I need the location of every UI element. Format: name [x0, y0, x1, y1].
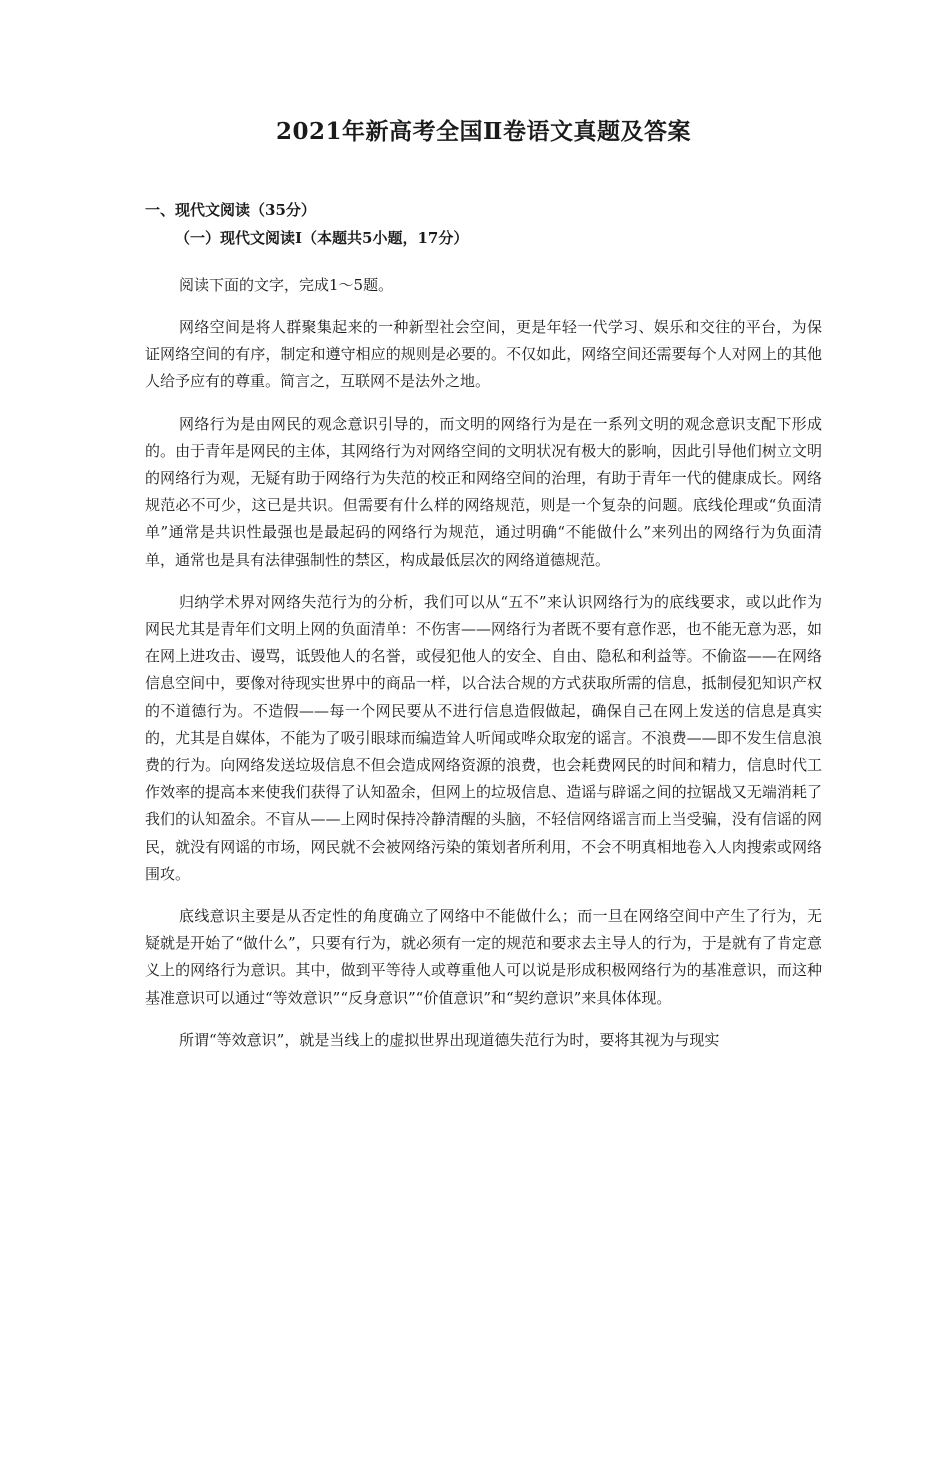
- paragraph-4: 底线意识主要是从否定性的角度确立了网络中不能做什么；而一旦在网络空间中产生了行为，无疑就是开始了“做什么”，只要有行为，就必须有一定的规范和要求去主导人的行为，于是就有了肯定意义上的网络行为意识。其中，做到平等待人或尊重他人可以说是形成积极网络行为的基准意识，而这种基准意识可以通过“等效意识”“反身意识”“价值意识”和“契约意识”来具体体现。: [145, 907, 822, 1007]
- reading-instruction: 阅读下面的文字，完成1～5题。: [179, 276, 394, 294]
- document-page: [0, 116, 950, 1460]
- document-title: 2021年新高考全国Ⅱ卷语文真题及答案: [276, 118, 691, 145]
- paragraph-1: 网络空间是将人群聚集起来的一种新型社会空间，更是年轻一代学习、娱乐和交往的平台，为保证网络空间的有序，制定和遵守相应的规则是必要的。不仅如此，网络空间还需要每个人对网上的其他人给予应有的尊重。简言之，互联网不是法外之地。: [145, 318, 822, 391]
- paragraph-2: 网络行为是由网民的观念意识引导的，而文明的网络行为是在一系列文明的观念意识支配下形成的。由于青年是网民的主体，其网络行为对网络空间的文明状况有极大的影响，因此引导他们树立文明的网络行为观，无疑有助于网络行为失范的校正和网络空间的治理，有助于青年一代的健康成长。网络规范必不可少，这已是共识。但需要有什么样的网络规范，则是一个复杂的问题。底线伦理或“负面清单”通常是共识性最强也是最起码的网络行为规范，通过明确“不能做什么”来列出的网络行为负面清单，通常也是具有法律强制性的禁区，构成最低层次的网络道德规范。: [145, 414, 822, 569]
- sub-section-heading: （一）现代文阅读Ⅰ（本题共5小题，17分）: [175, 229, 469, 247]
- section-heading: 一、现代文阅读（35分）: [145, 201, 316, 219]
- paragraph-3: 归纳学术界对网络失范行为的分析，我们可以从“五不”来认识网络行为的底线要求，或以此作为网民尤其是青年们文明上网的负面清单：不伤害——网络行为者既不要有意作恶，也不能无意为恶，如在网上进攻击、谩骂，诋毁他人的名誉，或侵犯他人的安全、自由、隐私和利益等。不偷盗——在网络信息空间中，要像对待现实世界中的商品一样，以合法合规的方式获取所需的信息，抵制侵犯知识产权的不道德行为。不造假——每一个网民要从不进行信息造假做起，确保自己在网上发送的信息是真实的，尤其是自媒体，不能为了吸引眼球而编造耸人听闻或哗众取宠的谣言。不浪费——即不发生信息浪费的行为。向网络发送垃圾信息不但会造成网络资源的浪费，也会耗费网民的时间和精力，信息时代工作效率的提高本来使我们获得了认知盈余，但网上的垃圾信息、造谣与辟谣之间的拉锯战又无端消耗了我们的认知盈余。不盲从——上网时保持冷静清醒的头脑，不轻信网络谣言而上当受骗，没有信谣的网民，就没有网谣的市场，网民就不会被网络污染的策划者所利用，不会不明真相地卷入人肉搜索或网络围攻。: [145, 592, 822, 883]
- paragraph-5: 所谓“等效意识”，就是当线上的虚拟世界出现道德失范行为时，要将其视为与现实: [179, 1030, 720, 1049]
